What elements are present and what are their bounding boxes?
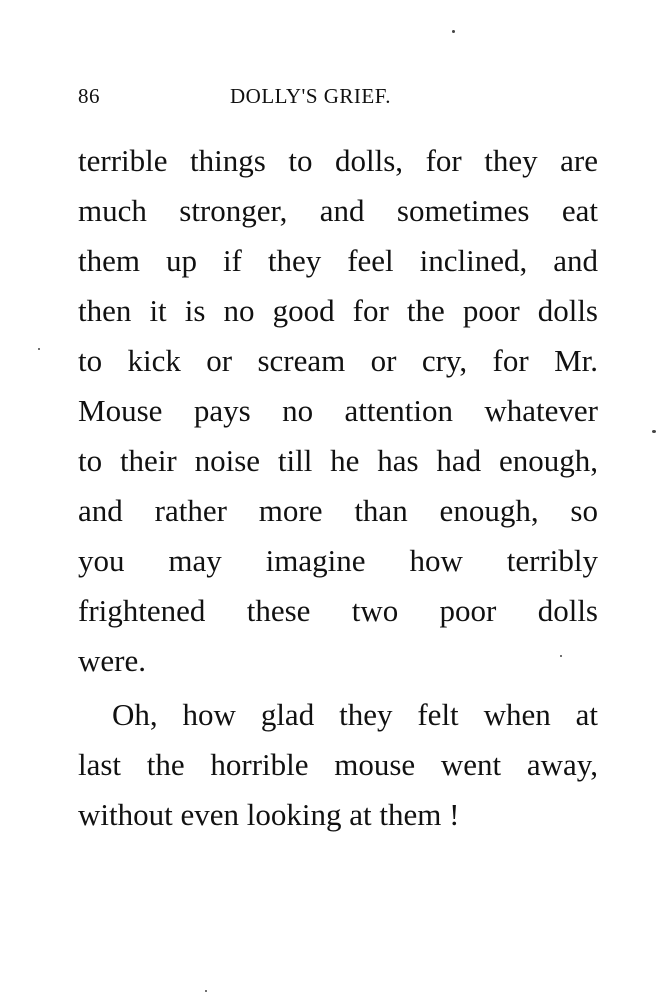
text-line: Oh, how glad they felt when at	[112, 697, 598, 732]
text-line: to kick or scream or cry, for Mr.	[78, 343, 598, 378]
running-title: DOLLY'S GRIEF.	[230, 84, 392, 108]
text-line: frightened these two poor dolls	[78, 593, 598, 628]
print-speck	[652, 430, 656, 433]
text-line: without even looking at them !	[78, 797, 460, 832]
text-line: then it is no good for the poor dolls	[78, 293, 598, 328]
page-number: 86	[78, 84, 100, 108]
text-line: and rather more than enough, so	[78, 493, 598, 528]
text-line: Mouse pays no attention whatever	[78, 393, 598, 428]
text-line: last the horrible mouse went away,	[78, 747, 598, 782]
paragraph-2	[78, 690, 598, 840]
body-text	[78, 136, 598, 840]
print-speck	[560, 655, 562, 657]
text-line: were.	[78, 643, 146, 678]
text-line: them up if they feel inclined, and	[78, 243, 598, 278]
print-speck	[205, 990, 207, 992]
text-line: to their noise till he has had enough,	[78, 443, 598, 478]
print-speck	[38, 348, 40, 350]
running-head	[78, 84, 598, 110]
text-line: you may imagine how terribly	[78, 543, 598, 578]
text-line: terrible things to dolls, for they are	[78, 143, 598, 178]
paragraph-1	[78, 136, 598, 686]
text-line: much stronger, and sometimes eat	[78, 193, 598, 228]
print-speck	[452, 30, 455, 33]
